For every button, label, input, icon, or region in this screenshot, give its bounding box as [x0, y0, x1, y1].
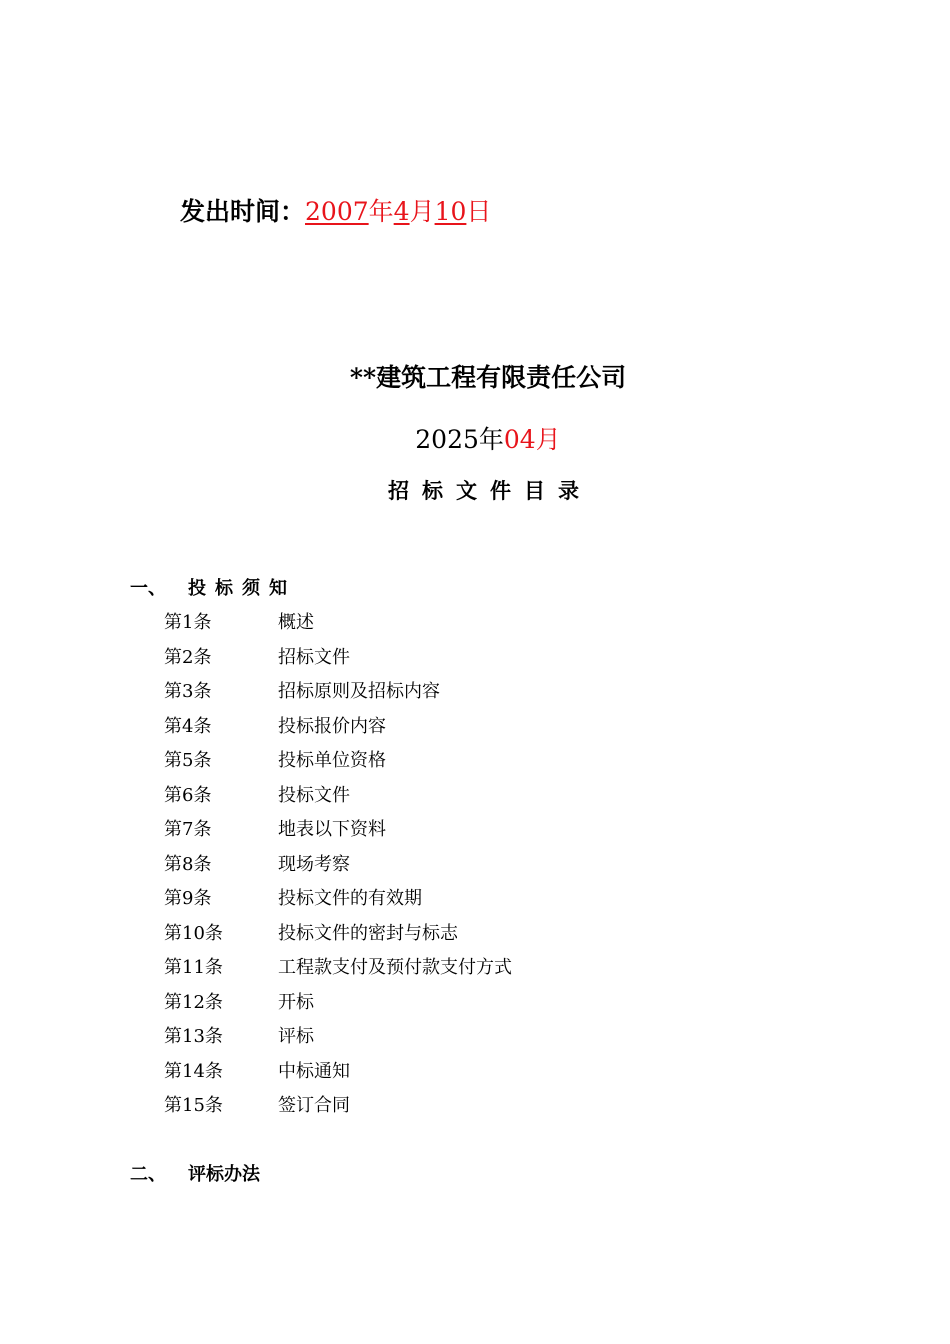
article-title: 概述 [278, 612, 314, 633]
article-number: 第5条 [164, 750, 212, 771]
article-title: 现场考察 [278, 853, 350, 875]
section-number: 一、 [130, 578, 166, 599]
list-item [164, 779, 512, 814]
article-number: 第2条 [164, 646, 212, 668]
article-title: 工程款支付及预付款支付方式 [278, 957, 512, 978]
article-number: 第7条 [164, 819, 212, 840]
article-title: 招标文件 [278, 646, 350, 668]
list-item [164, 710, 512, 745]
list-item [164, 848, 512, 883]
article-title: 中标通知 [278, 1060, 350, 1082]
article-number: 第13条 [164, 1026, 223, 1047]
article-title: 投标文件的密封与标志 [278, 922, 458, 944]
article-list [164, 606, 512, 1124]
list-item [164, 744, 512, 779]
section-number: 二、 [130, 1164, 166, 1185]
article-number: 第6条 [164, 784, 212, 806]
article-title: 地表以下资料 [278, 819, 386, 840]
list-item [164, 882, 512, 917]
article-number: 第8条 [164, 853, 212, 875]
section-heading [130, 576, 296, 602]
issue-day-suffix: 日 [466, 197, 492, 226]
document-date-month: 04月 [503, 425, 561, 454]
section-title: 评标办法 [188, 1164, 260, 1185]
list-item [164, 917, 512, 952]
list-item [164, 813, 512, 848]
issue-date-label: 发出时间： [180, 197, 306, 226]
issue-month: 4 [393, 197, 410, 226]
article-title: 评标 [278, 1026, 314, 1047]
list-item [164, 986, 512, 1021]
list-item [164, 1020, 512, 1055]
article-number: 第9条 [164, 888, 212, 909]
list-item [164, 606, 512, 641]
issue-month-suffix: 月 [409, 197, 435, 226]
article-number: 第1条 [164, 612, 212, 633]
article-number: 第3条 [164, 681, 212, 702]
article-title: 开标 [278, 991, 314, 1013]
article-number: 第11条 [164, 957, 223, 978]
list-item [164, 1055, 512, 1090]
issue-year-suffix: 年 [368, 197, 394, 226]
list-item [164, 951, 512, 986]
article-title: 投标报价内容 [278, 715, 386, 737]
article-title: 招标原则及招标内容 [278, 681, 440, 702]
document-date [0, 422, 950, 458]
issue-year: 2007 [305, 197, 369, 226]
list-item [164, 675, 512, 710]
company-name: **建筑工程有限责任公司 [349, 363, 627, 392]
issue-date-line [180, 192, 491, 232]
article-title: 投标单位资格 [278, 750, 386, 771]
article-number: 第14条 [164, 1060, 223, 1082]
toc-title: 招标文件目录 [388, 478, 592, 503]
section-heading [130, 1162, 260, 1188]
article-number: 第12条 [164, 991, 223, 1013]
document-date-year: 2025年 [415, 425, 504, 454]
list-item [164, 1089, 512, 1124]
article-number: 第10条 [164, 922, 223, 944]
issue-day: 10 [434, 197, 467, 226]
section-title: 投标须知 [188, 578, 296, 599]
article-title: 签订合同 [278, 1095, 350, 1116]
article-number: 第4条 [164, 715, 212, 737]
article-number: 第15条 [164, 1095, 223, 1116]
article-title: 投标文件的有效期 [278, 888, 422, 909]
list-item [164, 641, 512, 676]
article-title: 投标文件 [278, 784, 350, 806]
